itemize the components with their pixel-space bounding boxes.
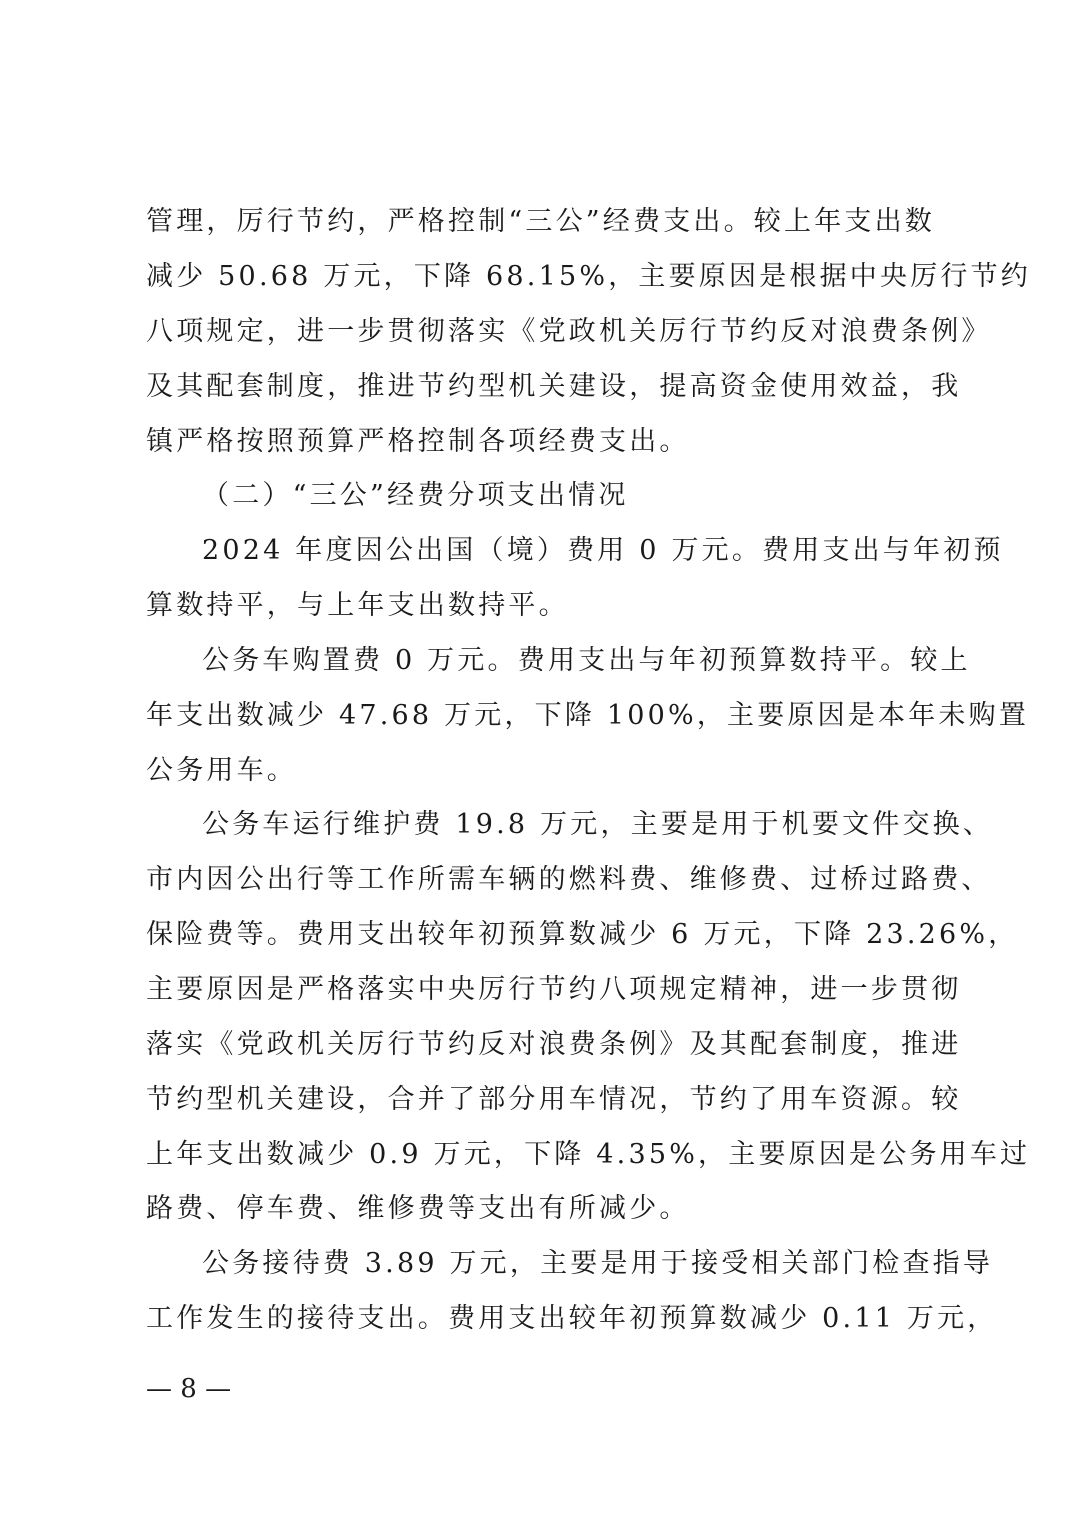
page-number: — 8 — — [146, 1374, 232, 1404]
paragraph-line: 主要原因是严格落实中央厉行节约八项规定精神，进一步贯彻 — [146, 974, 962, 1005]
paragraph-line: 公务车购置费 0 万元。费用支出与年初预算数持平。较上 — [202, 645, 971, 676]
paragraph-line: 公务用车。 — [146, 755, 297, 786]
paragraph-line: 市内因公出行等工作所需车辆的燃料费、维修费、过桥过路费、 — [146, 864, 992, 895]
paragraph-line: 路费、停车费、维修费等支出有所减少。 — [146, 1193, 690, 1224]
paragraph-line: 减少 50.68 万元，下降 68.15%，主要原因是根据中央厉行节约 — [146, 261, 1031, 292]
paragraph-line: 2024 年度因公出国（境）费用 0 万元。费用支出与年初预 — [202, 535, 1004, 566]
paragraph-line: 及其配套制度，推进节约型机关建设，提高资金使用效益，我 — [146, 371, 962, 402]
paragraph-line: 镇严格按照预算严格控制各项经费支出。 — [146, 426, 690, 457]
paragraph-line: 公务车运行维护费 19.8 万元，主要是用于机要文件交换、 — [202, 809, 994, 840]
paragraph-line: 保险费等。费用支出较年初预算数减少 6 万元，下降 23.26%， — [146, 919, 1019, 950]
paragraph-line: 公务接待费 3.89 万元，主要是用于接受相关部门检查指导 — [202, 1248, 994, 1279]
paragraph-line: 年支出数减少 47.68 万元，下降 100%，主要原因是本年未购置 — [146, 700, 1030, 731]
paragraph-line: 工作发生的接待支出。费用支出较年初预算数减少 0.11 万元， — [146, 1303, 998, 1334]
paragraph-line: 上年支出数减少 0.9 万元，下降 4.35%，主要原因是公务用车过 — [146, 1139, 1031, 1170]
paragraph-line: 落实《党政机关厉行节约反对浪费条例》及其配套制度，推进 — [146, 1029, 962, 1060]
paragraph-line: 算数持平，与上年支出数持平。 — [146, 590, 569, 621]
paragraph-line: 管理，厉行节约，严格控制“三公”经费支出。较上年支出数 — [146, 206, 936, 237]
paragraph-line: 八项规定，进一步贯彻落实《党政机关厉行节约反对浪费条例》 — [146, 316, 992, 347]
section-heading: （二）“三公”经费分项支出情况 — [202, 480, 629, 511]
paragraph-line: 节约型机关建设，合并了部分用车情况，节约了用车资源。较 — [146, 1084, 962, 1115]
